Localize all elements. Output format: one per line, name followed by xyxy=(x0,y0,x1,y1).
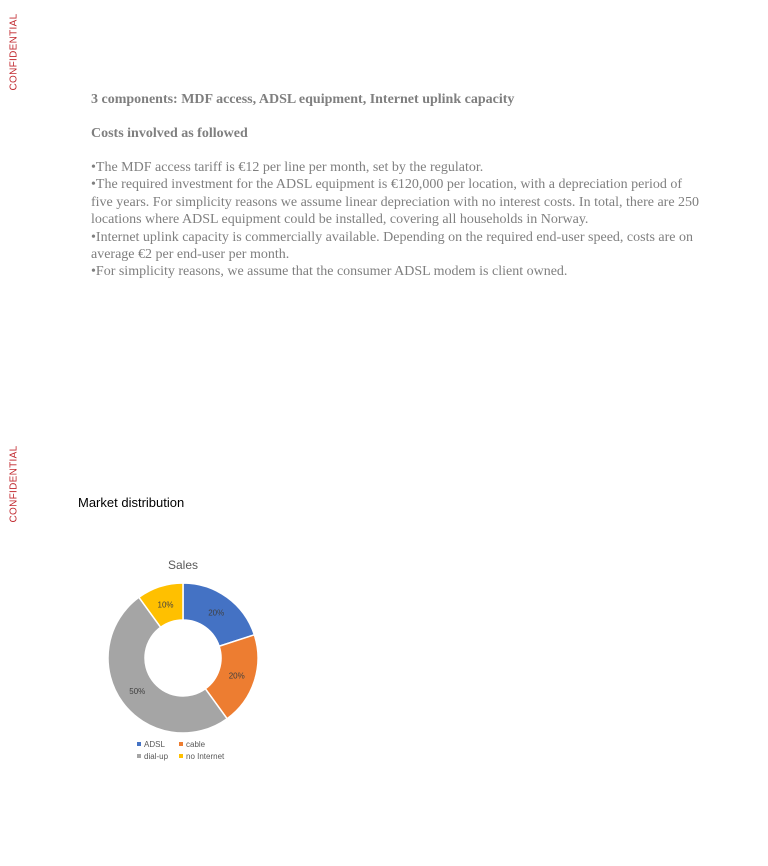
confidential-watermark: CONFIDENTIAL xyxy=(8,13,20,91)
legend-swatch xyxy=(179,754,183,758)
chart-title: Sales xyxy=(167,558,199,572)
components-heading: 3 components: MDF access, ADSL equipment, Internet uplink capacity xyxy=(91,92,515,107)
confidential-watermark: CONFIDENTIAL xyxy=(8,445,20,523)
market-distribution-title: Market distribution xyxy=(78,495,185,510)
legend-label: ADSL xyxy=(144,740,165,749)
sales-donut-chart xyxy=(95,553,275,773)
data-label: 10% xyxy=(157,600,174,610)
legend-swatch xyxy=(137,742,141,746)
legend-label: cable xyxy=(186,740,206,749)
bullet-adsl-investment: •The required investment for the ADSL equipment is €120,000 per location, with a depreciation period of five years. For simplicity reasons we assume linear depreciation with no interest costs. In total, there are 250 locations where ADSL equipment could be installed, covering all households in Norway. xyxy=(91,177,700,228)
chart-legend xyxy=(137,740,225,761)
legend-swatch xyxy=(137,754,141,758)
legend-swatch xyxy=(179,742,183,746)
legend-label: dial-up xyxy=(144,752,169,761)
bullet-mdf-tariff: •The MDF access tariff is €12 per line per month, set by the regulator. xyxy=(91,160,484,175)
data-label: 20% xyxy=(208,608,225,618)
bullet-modem-ownership: •For simplicity reasons, we assume that the consumer ADSL modem is client owned. xyxy=(91,264,568,280)
data-label: 20% xyxy=(228,671,245,681)
legend-label: no Internet xyxy=(186,752,225,761)
data-label: 50% xyxy=(129,687,146,697)
costs-heading: Costs involved as followed xyxy=(91,126,248,141)
slide-body xyxy=(91,91,701,281)
bullet-list xyxy=(91,159,701,281)
bullet-uplink-capacity: •Internet uplink capacity is commercially available. Depending on the required end-user speed, costs are on average €2 per end-user per month. xyxy=(91,229,694,263)
donut-slices xyxy=(108,583,258,733)
